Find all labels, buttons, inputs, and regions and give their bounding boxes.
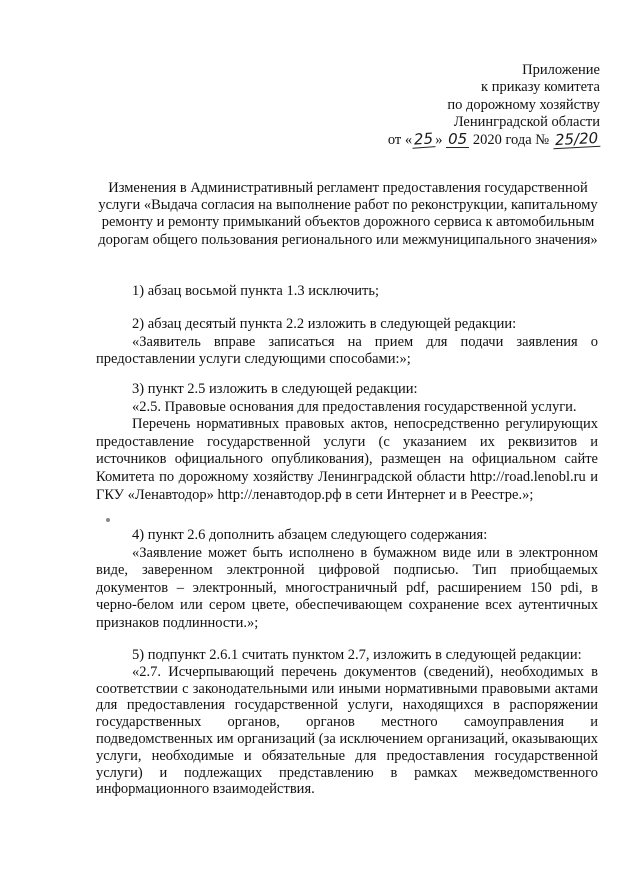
item-4-text: «Заявление может быть исполнено в бумажном виде или в электронном виде, заверенном электронной цифровой подписью. Тип приобщаемых документов – электронный, многостраничный pdf, расширением 150 pdi, в черно-белом или сером цвете, обеспечивающем сохранение всех аутентичных признаков подлинности.»;: [96, 544, 598, 631]
item-3-subheading: «2.5. Правовые основания для предоставления государственной услуги.: [132, 398, 577, 415]
item-1-heading: 1) абзац восьмой пункта 1.3 исключить;: [132, 283, 380, 299]
item-5: [96, 647, 598, 798]
item-1: [96, 283, 598, 301]
appendix-label: Приложение: [522, 62, 600, 78]
item-4: [96, 527, 598, 633]
appendix-header: [388, 62, 600, 149]
order-date-line: [387, 128, 600, 149]
item-4-heading: 4) пункт 2.6 дополнить абзацем следующего содержания:: [132, 527, 488, 543]
item-2-heading: 2) абзац десятый пункта 2.2 изложить в следующей редакции:: [132, 316, 517, 332]
date-separator: »: [435, 131, 447, 148]
item-2: [96, 316, 598, 369]
item-3-heading: 3) пункт 2.5 изложить в следующей редакции:: [132, 381, 418, 397]
item-2-text: «Заявитель вправе записаться на прием для подачи заявления о предоставлении услуги следующими способами:»;: [96, 333, 598, 368]
appendix-committee: по дорожному хозяйству: [447, 96, 600, 113]
handwritten-month: 05: [448, 129, 468, 148]
date-prefix: от «: [387, 131, 413, 148]
item-5-heading: 5) подпункт 2.6.1 считать пунктом 2.7, изложить в следующей редакции:: [132, 647, 582, 663]
item-3: [96, 381, 598, 504]
appendix-region: Ленинградской области: [453, 114, 600, 131]
handwritten-day: 25: [413, 128, 434, 149]
item-5-text: «2.7. Исчерпывающий перечень документов (сведений), необходимых в соответствии с законодательными или иными нормативными правовыми актами для предоставления государственной услуги, находящихся в распоряжении государственных органов, органов местного самоуправления и подведомственных им организаций (за исключением организаций, оказывающих услуги, необходимые и обязательные для предоставления государственной услуги) и подлежащих представлению в рамках межведомственного информационного взаимодействия.: [96, 663, 598, 798]
document-title: Изменения в Административный регламент предоставления государственной услуги «Выдача согласия на выполнение работ по реконструкции, капитальному ремонту и ремонту примыканий объектов дорожного сервиса к автомобильным дорогам общего пользования регионального или межмуниципального значения»: [98, 180, 598, 248]
scan-speck: [106, 518, 110, 522]
appendix-order-ref: к приказу комитета: [481, 79, 600, 96]
date-suffix: 2020 года №: [469, 131, 553, 148]
handwritten-order-number: 25/20: [554, 128, 599, 149]
item-3-text: Перечень нормативных правовых актов, непосредственно регулирующих предоставление государственной услуги (с указанием их реквизитов и источников официального опубликования), размещен на официальном сайте Комитета по дорожному хозяйству Ленинградской области http://road.lenobl.ru и ГКУ «Ленавтодор» http://ленавтодор.рф в сети Интернет и в Реестре.»;: [96, 416, 598, 503]
